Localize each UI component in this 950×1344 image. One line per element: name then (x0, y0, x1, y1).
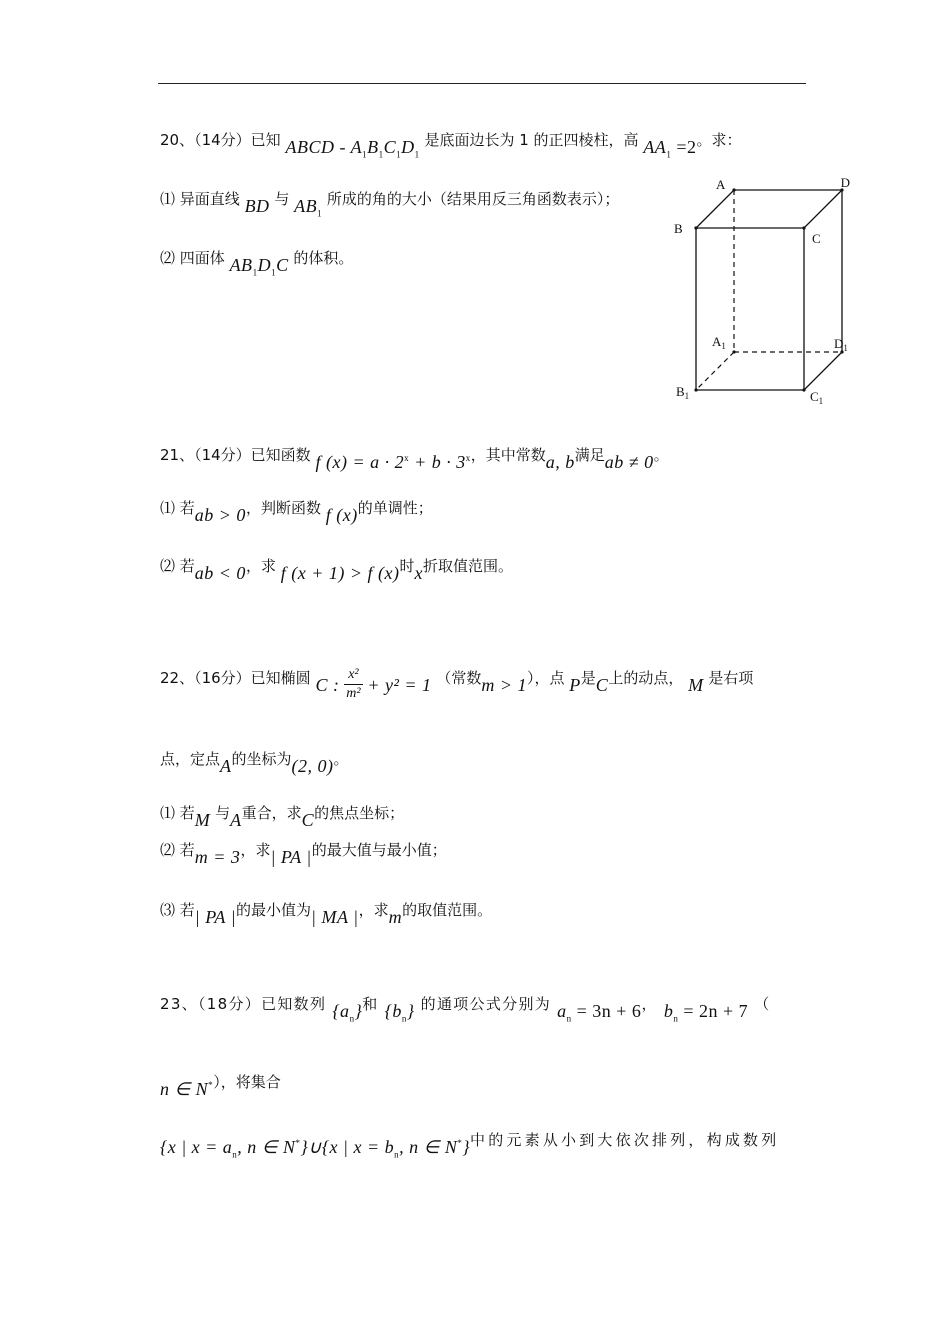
formula-bn: $b_n = 2n + 7$ (663, 1001, 749, 1024)
label-D1: $D_1$ (834, 336, 848, 353)
label-A1: $A_1$ (712, 334, 726, 351)
label-D: D (840, 175, 850, 190)
label-A: A (716, 177, 726, 192)
ellipse-fraction: $\frac{\text{x²}}{\text{m²}}$ (346, 667, 361, 701)
q20-part2: ⑵ 四面体 $AB_1D_1C$ 的体积。 (160, 249, 354, 278)
q22-stem-cont: 点，定点A的坐标为(2, 0)。 (160, 750, 349, 776)
set-union: {x | $x = a_n$, n ∈ N*}∪{x | $x = b_n$, n ∈ N*} (160, 1137, 471, 1160)
label-C: C (812, 231, 821, 246)
edge-c1d1 (804, 352, 842, 390)
seq-a: $\{a_n\}$ (332, 1001, 363, 1024)
seq-b: $\{b_n\}$ (384, 1001, 415, 1024)
label-B1: $B_1$ (676, 384, 690, 401)
q22-part1: ⑴ 若M 与A重合，求C的焦点坐标； (160, 804, 405, 830)
function-def: f $(x) = a \cdot 2^x + b \cdot 3^x$ (315, 452, 471, 472)
q23-set-line: {x | $x = a_n$, n ∈ N*}∪{x | $x = b_n$, n ∈ N*}中的元素从小到大依次排列，构成数列 (160, 1131, 780, 1160)
q21-stem: 21、（14分）已知函数 f $(x) = a \cdot 2^x + b \cdot 3^x$，其中常数a, b满足ab ≠ 0。 (160, 446, 669, 472)
q20-part1: ⑴ 异面直线 BD 与 $AB_1$ 所成的角的大小（结果用反三角函数表示）； (160, 190, 620, 219)
top-face (696, 190, 842, 228)
q23-stem: 23、（18分）已知数列 $\{a_n\}$和 $\{b_n\}$ 的通项公式分别为 $a_n = 3n + 6$， $b_n = 2n + 7$ （ (160, 995, 771, 1024)
formula-an: $a_n = 3n + 6$ (557, 1001, 642, 1024)
tetrahedron-name: $AB_1D_1C$ (229, 255, 289, 278)
edge-a1b1-hidden (696, 352, 734, 390)
line-ab1: $AB_1$ (294, 196, 323, 219)
line-bd: BD (244, 196, 270, 216)
header-rule (158, 83, 806, 84)
q21-part1: ⑴ 若ab > 0，判断函数 f (x)的单调性； (160, 499, 433, 525)
label-B: B (674, 221, 683, 236)
q22-part3: ⑶ 若| PA |的最小值为| MA |，求m的取值范围。 (160, 901, 493, 927)
label-C1: $C_1$ (810, 389, 824, 406)
q21-part2: ⑵ 若ab < 0，求 f (x + 1) > f (x)时x折取值范围。 (160, 557, 514, 583)
q23-stem-cont: n ∈ N*），将集合 (160, 1073, 281, 1099)
q22-part2: ⑵ 若m = 3，求| PA |的最大值与最小值； (160, 841, 447, 867)
q22-stem: 22、（16分）已知椭圆 C : $\frac{\text{x²}}{\text{m²}}$ + y² = 1 （常数m > 1），点 P是C上的动点， M 是右项 (160, 667, 754, 701)
prism-name: ABCD - $A_1B_1C_1D_1$ (285, 137, 420, 160)
height-expr: $AA_1 =2$ (643, 137, 697, 160)
q20-stem: 20、（14分）已知 ABCD - $A_1B_1C_1D_1$ 是底面边长为 1 的正四棱柱，高 $AA_1 =2$。求： (160, 131, 742, 160)
prism-figure (670, 172, 850, 412)
